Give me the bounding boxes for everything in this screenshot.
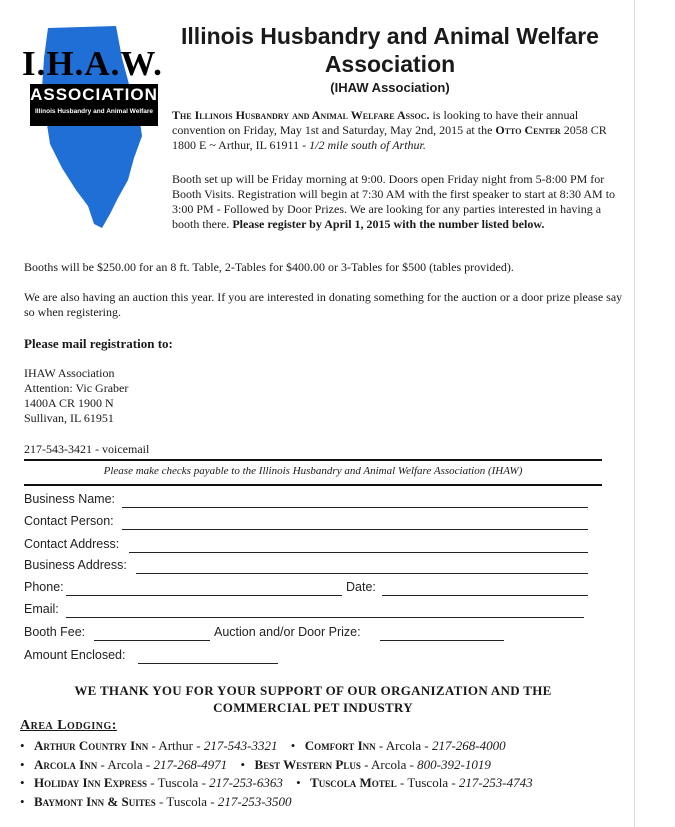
amount-enclosed-field[interactable]: [138, 663, 278, 664]
phone-label: Phone:: [24, 580, 64, 594]
amount-enclosed-label: Amount Enclosed:: [24, 648, 126, 662]
business-address-field[interactable]: [136, 573, 588, 574]
logo-banner-title: ASSOCIATION: [30, 85, 158, 104]
mail-line-city: Sullivan, IL 61951: [24, 411, 114, 425]
email-field[interactable]: [66, 617, 584, 618]
bullet-icon: •: [20, 738, 25, 753]
page-title: Illinois Husbandry and Animal Welfare Association: [181, 23, 599, 77]
lodging-name: Tuscola Motel: [310, 775, 397, 790]
contact-address-field[interactable]: [129, 552, 588, 553]
bullet-icon: •: [20, 775, 25, 790]
org-name: The Illinois Husbandry and Animal Welfare Assoc.: [172, 108, 430, 122]
logo-banner: [30, 84, 158, 126]
auction-prize-label: Auction and/or Door Prize:: [214, 625, 361, 639]
bullet-icon: •: [20, 794, 25, 809]
pricing-paragraph: Booths will be $250.00 for an 8 ft. Table, 2-Tables for $400.00 or 3-Tables for $500 (tables provided).: [24, 260, 514, 274]
lodging-phone: 217-253-4743: [458, 775, 533, 790]
lodging-phone: 217-268-4971: [153, 757, 228, 772]
lodging-name: Arcola Inn: [34, 757, 98, 772]
lodging-town: - Tuscola -: [147, 775, 210, 790]
lodging-town: - Arcola -: [360, 757, 418, 772]
auction-paragraph: We are also having an auction this year. If you are interested in donating something for the auction or a door prize please say so when registering.: [24, 290, 623, 319]
booth-fee-label: Booth Fee:: [24, 625, 86, 639]
lodging-name: Best Western Plus: [254, 757, 361, 772]
booth-fee-field[interactable]: [94, 640, 210, 641]
bullet-icon: •: [296, 775, 301, 790]
logo-letters: I.H.A.W.: [22, 44, 163, 83]
lodging-phone: 800-392-1019: [417, 757, 491, 772]
lodging-town: - Arthur -: [148, 738, 204, 753]
phone-line: [24, 442, 149, 457]
lodging-row: [20, 775, 533, 791]
mail-line-street: 1400A CR 1900 N: [24, 396, 114, 410]
page-edge-rule: [634, 0, 635, 827]
lodging-name: Comfort Inn: [304, 738, 376, 753]
business-address-label: Business Address:: [24, 558, 127, 572]
register-deadline: Please register by April 1, 2015 with the number listed below.: [232, 217, 545, 231]
lodging-name: Holiday Inn Express: [34, 775, 148, 790]
venue-note: 1/2 mile south of Arthur.: [309, 138, 426, 152]
lodging-heading: Area Lodging:: [20, 718, 117, 733]
logo-banner-subtitle: Illinois Husbandry and Animal Welfare: [34, 108, 154, 115]
mail-line-attention: Attention: Vic Graber: [24, 381, 129, 395]
venue-name: Otto Center: [495, 123, 561, 137]
contact-person-field[interactable]: [122, 529, 588, 530]
setup-paragraph: [172, 172, 627, 232]
lodging-name: Baymont Inn & Suites: [34, 794, 156, 809]
business-name-label: Business Name:: [24, 492, 116, 506]
phone-field[interactable]: [66, 595, 342, 596]
thank-you-message: WE THANK YOU FOR YOUR SUPPORT OF OUR ORGANIZATION AND THE COMMERCIAL PET INDUSTRY: [74, 683, 552, 715]
lodging-town: - Arcola -: [375, 738, 432, 753]
lodging-phone: 217-543-3321: [203, 738, 278, 753]
bullet-icon: •: [20, 757, 25, 772]
bullet-icon: •: [290, 738, 296, 753]
phone-note: - voicemail: [92, 442, 150, 456]
lodging-phone: 217-253-3500: [217, 794, 292, 809]
date-label: Date:: [346, 580, 376, 594]
lodging-phone: 217-268-4000: [431, 738, 506, 753]
intro-paragraph: [172, 108, 620, 153]
date-field[interactable]: [382, 595, 588, 596]
email-label: Email:: [24, 602, 59, 616]
lodging-town: - Tuscola -: [396, 775, 459, 790]
lodging-phone: 217-253-6363: [209, 775, 283, 790]
lodging-name: Arthur Country Inn: [34, 738, 149, 753]
auction-prize-field[interactable]: [380, 640, 504, 641]
page-subtitle: (IHAW Association): [330, 80, 450, 95]
setup-text: Booth set up will be Friday morning at 9:00. Doors open Friday night from 5-8:00 PM for Booth Visits. Registration will begin at 7:30 AM with the first speaker to start at 8:30 AM to 3:00 PM - Followed by Door Prizes. We are looking for any parties interested in having a booth there.: [172, 172, 616, 231]
mail-line-org: IHAW Association: [24, 366, 115, 380]
lodging-row: [20, 738, 506, 754]
lodging-town: - Arcola -: [97, 757, 154, 772]
bullet-icon: •: [240, 757, 245, 772]
ihaw-logo: [18, 18, 168, 233]
lodging-town: - Tuscola -: [155, 794, 218, 809]
intro-text: is looking to have their annual convention on Friday, May 1st and Saturday, May 2nd, 2015 at the: [172, 108, 579, 137]
checks-note: Please make checks payable to the Illinois Husbandry and Animal Welfare Association (IHAW): [103, 465, 523, 477]
lodging-row: [20, 757, 491, 773]
lodging-row: [20, 794, 292, 810]
phone-number: 217-543-3421: [24, 442, 92, 456]
top-rule: [24, 459, 602, 461]
mail-heading: Please mail registration to:: [24, 336, 173, 351]
business-name-field[interactable]: [122, 507, 588, 508]
venue-address: 2058 CR 1800 E ~ Arthur, IL 61911 -: [172, 123, 607, 152]
contact-address-label: Contact Address:: [24, 537, 120, 551]
contact-person-label: Contact Person:: [24, 514, 114, 528]
bottom-rule: [24, 484, 602, 486]
